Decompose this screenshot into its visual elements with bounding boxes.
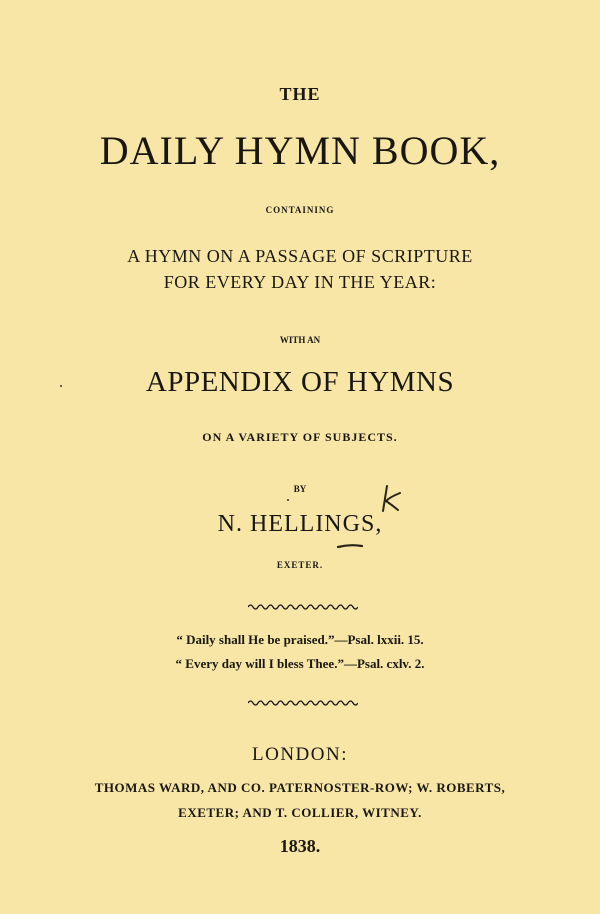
appendix-heading: APPENDIX OF HYMNS [145,366,455,398]
book-title: DAILY HYMN BOOK, [99,128,501,173]
imprint-publishers-line-1: THOMAS WARD, AND CO. PATERNOSTER-ROW; W. ROBERTS, [94,780,506,795]
by-label: BY [293,484,307,494]
subtitle-line-2: FOR EVERY DAY IN THE YEAR: [163,272,437,292]
epigraph-1: “ Daily shall He be praised.”—Psal. lxxii. 15. [176,632,424,647]
containing-label: CONTAINING [265,205,335,215]
handwritten-underline [336,542,364,550]
wavy-rule-bottom [248,698,358,708]
imprint-city: LONDON: [252,744,348,765]
with-an-label: WITH AN [279,335,321,345]
title-the: THE [279,84,321,104]
wavy-rule-top [248,602,358,612]
variety-line: ON A VARIETY OF SUBJECTS. [202,430,398,444]
ink-speck [287,499,289,501]
author-place: EXETER. [276,560,324,570]
handwritten-k-mark [378,483,406,515]
subtitle-line-1: A HYMN ON A PASSAGE OF SCRIPTURE [127,246,473,266]
imprint-year: 1838. [279,836,321,856]
author-name: N. HELLINGS, [217,511,383,537]
ink-speck [60,385,62,387]
epigraph-2: “ Every day will I bless Thee.”—Psal. cxlv. 2. [175,656,425,671]
imprint-publishers-line-2: EXETER; AND T. COLLIER, WITNEY. [178,805,422,820]
